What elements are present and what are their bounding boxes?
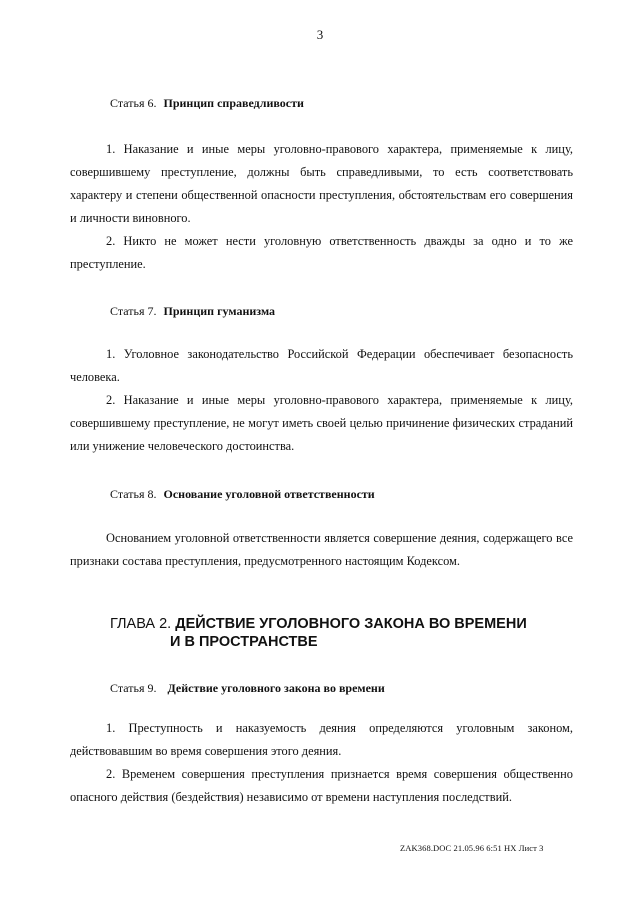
article-8-heading — [110, 487, 375, 502]
paragraph: 1. Уголовное законодательство Российской Федерации обеспечивает безопасность человека. — [70, 347, 573, 384]
article-8-body — [70, 527, 573, 573]
chapter-title-line1: ДЕЙСТВИЕ УГОЛОВНОГО ЗАКОНА ВО ВРЕМЕНИ — [175, 616, 527, 632]
chapter-label: ГЛАВА 2. — [110, 616, 172, 632]
article-number: Статья 8. — [110, 487, 157, 501]
document-footer: ZAK368.DOC 21.05.96 6:51 НХ Лист 3 — [400, 843, 544, 853]
article-number: Статья 6. — [110, 96, 157, 110]
article-9-body — [70, 717, 573, 809]
article-6-heading — [110, 96, 304, 111]
article-title: Принцип гуманизма — [163, 304, 276, 318]
article-6-body — [70, 138, 573, 276]
chapter-heading — [110, 615, 527, 651]
paragraph: Основанием уголовной ответственности является совершение деяния, содержащего все признаки состава преступления, предусмотренного настоящим Кодексом. — [70, 531, 573, 568]
paragraph: 2. Наказание и иные меры уголовно-правового характера, применяемые к лицу, совершившему преступление, не могут иметь своей целью причинение физических страданий или унижение человеческого достоинства. — [70, 393, 573, 453]
article-9-heading — [110, 681, 385, 696]
article-title: Действие уголовного закона во времени — [167, 681, 385, 695]
article-7-body — [70, 343, 573, 458]
article-7-heading — [110, 304, 275, 319]
article-number: Статья 7. — [110, 304, 157, 318]
paragraph: 2. Временем совершения преступления признается время совершения общественно опасного действия (бездействия) независимо от времени наступления последствий. — [70, 767, 573, 804]
page-number: 3 — [316, 27, 324, 42]
paragraph: 2. Никто не может нести уголовную ответственность дважды за одно и то же преступление. — [70, 234, 573, 271]
chapter-title-line2: И В ПРОСТРАНСТВЕ — [170, 634, 318, 650]
paragraph: 1. Преступность и наказуемость деяния определяются уголовным законом, действовавшим во время совершения этого деяния. — [70, 721, 573, 758]
paragraph: 1. Наказание и иные меры уголовно-правового характера, применяемые к лицу, совершившему преступление, должны быть справедливыми, то есть соответствовать характеру и степени общественной опасности преступления, обстоятельствам его совершения и личности виновного. — [70, 142, 573, 225]
article-title: Принцип справедливости — [163, 96, 304, 110]
article-number: Статья 9. — [110, 681, 157, 695]
article-title: Основание уголовной ответственности — [163, 487, 375, 501]
